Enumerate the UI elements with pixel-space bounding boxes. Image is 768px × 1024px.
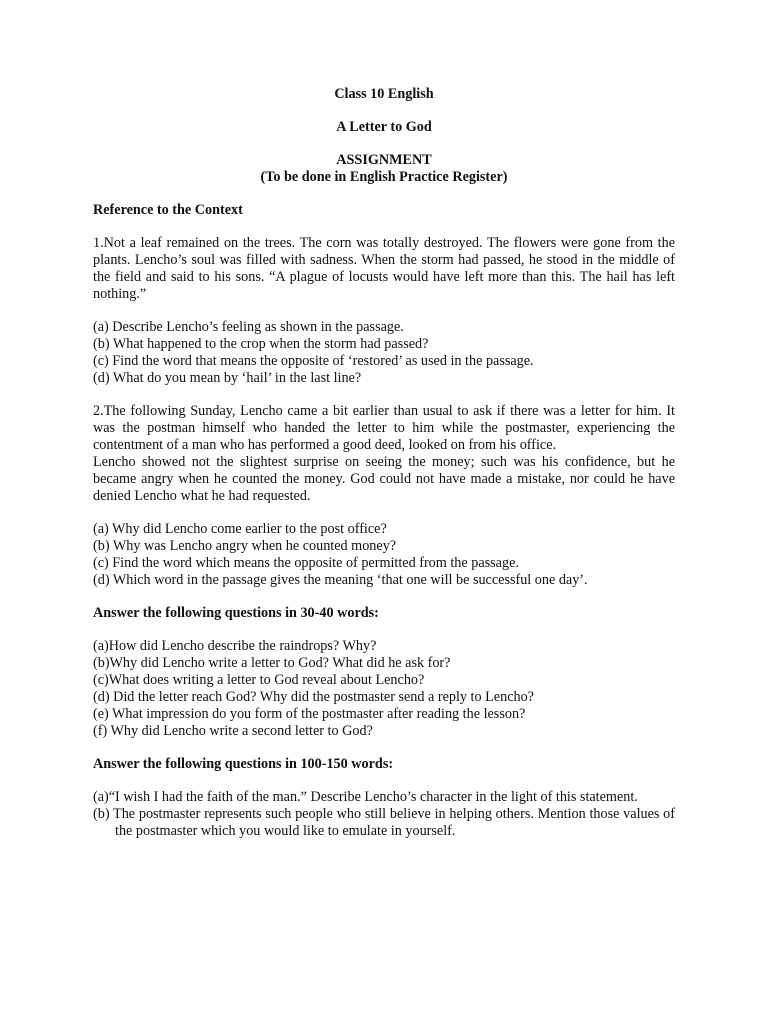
class-line: Class 10 English — [334, 86, 434, 102]
question-item: (a) Describe Lencho’s feeling as shown in the passage. — [93, 319, 404, 335]
passage-2-para-1: 2.The following Sunday, Lencho came a bit earlier than usual to ask if there was a letter for him. It was the postman himself who handed the letter to him while the postmaster, experiencing the contentment of a man who has performed a good deed, looked on from his office. — [93, 403, 675, 453]
passage-2-questions — [93, 521, 675, 589]
question-item: (b) Why was Lencho angry when he counted money? — [93, 538, 397, 554]
lesson-title: A Letter to God — [336, 119, 432, 135]
question-item: (c) Find the word which means the opposite of permitted from the passage. — [93, 555, 519, 571]
question-item: (b)Why did Lencho write a letter to God? What did he ask for? — [93, 655, 451, 671]
question-item: (e) What impression do you form of the postmaster after reading the lesson? — [93, 706, 526, 722]
assignment-note: (To be done in English Practice Register) — [260, 169, 508, 185]
question-item: (f) Why did Lencho write a second letter to God? — [93, 723, 373, 739]
document-page — [93, 86, 675, 840]
question-item: (d) Did the letter reach God? Why did the postmaster send a reply to Lencho? — [93, 689, 534, 705]
section-heading-long: Answer the following questions in 100-150 words: — [93, 756, 394, 772]
assignment-label: ASSIGNMENT — [336, 152, 432, 168]
question-item: (a)“I wish I had the faith of the man.” Describe Lencho’s character in the light of this statement. — [93, 789, 638, 805]
question-item: (a) Why did Lencho come earlier to the post office? — [93, 521, 387, 537]
question-item: (d) What do you mean by ‘hail’ in the last line? — [93, 370, 362, 386]
short-questions — [93, 638, 675, 740]
section-heading-short: Answer the following questions in 30-40 words: — [93, 605, 379, 621]
question-item: (d) Which word in the passage gives the meaning ‘that one will be successful one day’. — [93, 572, 588, 588]
passage-2-para-2: Lencho showed not the slightest surprise on seeing the money; such was his confidence, but he became angry when he counted the money. God could not have made a mistake, nor could he have denied Lencho what he had requested. — [93, 454, 675, 504]
section-heading-rtc: Reference to the Context — [93, 202, 243, 218]
passage-1-questions — [93, 319, 675, 387]
question-item: (b) What happened to the crop when the storm had passed? — [93, 336, 429, 352]
question-item: (c) Find the word that means the opposite of ‘restored’ as used in the passage. — [93, 353, 534, 369]
passage-1: 1.Not a leaf remained on the trees. The corn was totally destroyed. The flowers were gone from the plants. Lencho’s soul was filled with sadness. When the storm had passed, he stood in the middle of the field and said to his sons. “A plague of locusts would have left more than this. The hail has left nothing.” — [93, 235, 675, 302]
long-questions — [93, 789, 675, 840]
question-item: (a)How did Lencho describe the raindrops? Why? — [93, 638, 377, 654]
question-item: (b) The postmaster represents such people who still believe in helping others. Mention those values of the postmaster which you would like to emulate in yourself. — [93, 806, 675, 839]
question-item: (c)What does writing a letter to God reveal about Lencho? — [93, 672, 425, 688]
